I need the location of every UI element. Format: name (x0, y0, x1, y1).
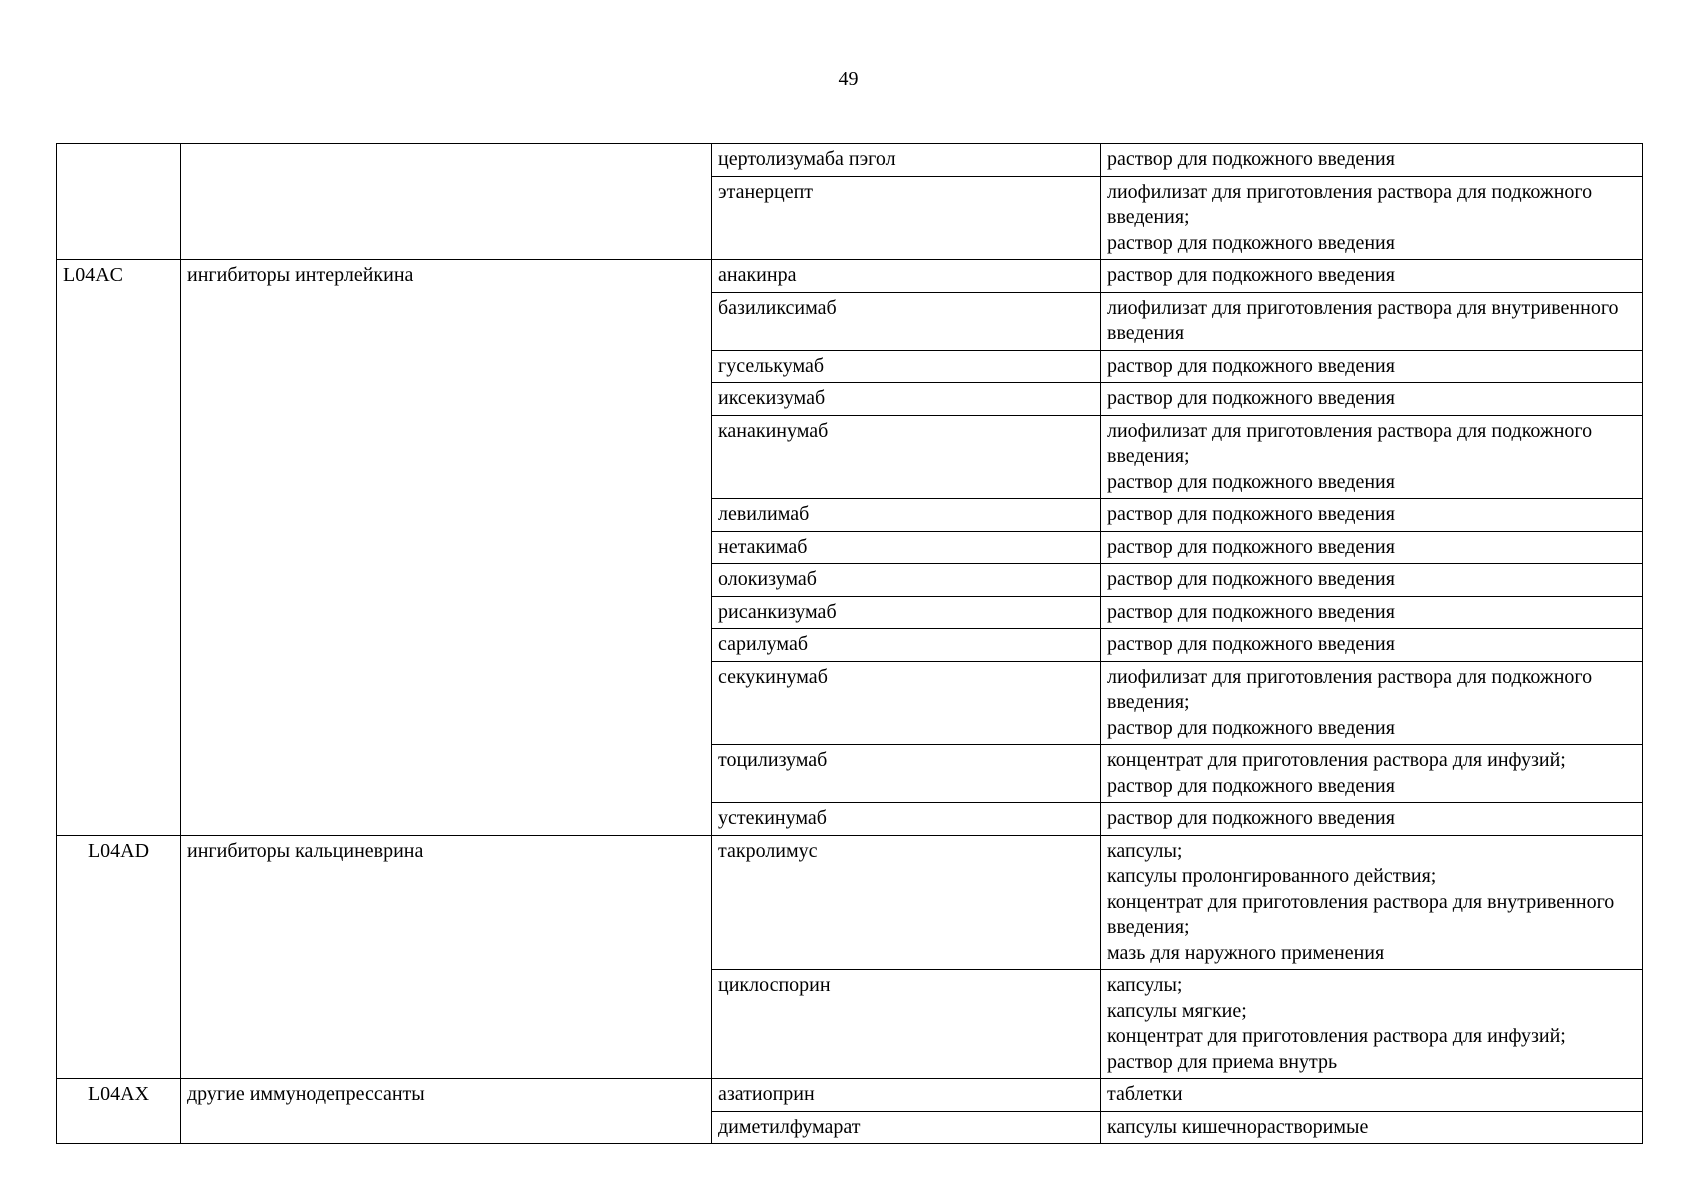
atc-code-cell: L04AD (57, 835, 181, 1079)
table-row (57, 1079, 1643, 1112)
dosage-form-line: раствор для подкожного введения (1107, 600, 1395, 623)
group-name-cell: ингибиторы кальциневрина (181, 835, 712, 1079)
drug-name-cell: левилимаб (712, 499, 1101, 532)
dosage-form-line: капсулы; (1107, 974, 1183, 996)
dosage-form-cell (1101, 596, 1643, 629)
drug-name-cell: циклоспорин (712, 970, 1101, 1079)
dosage-form-cell (1101, 176, 1643, 260)
dosage-form-line: капсулы пролонгированного действия; (1107, 865, 1437, 887)
dosage-form-line: лиофилизат для приготовления раствора для внутривенного введения (1107, 296, 1619, 344)
drug-name-cell: иксекизумаб (712, 383, 1101, 416)
dosage-form-cell (1101, 415, 1643, 499)
atc-code-cell (57, 144, 181, 260)
group-name-cell (181, 144, 712, 260)
dosage-form-cell (1101, 835, 1643, 970)
dosage-form-line: раствор для подкожного введения (1107, 535, 1395, 558)
table-row (57, 144, 1643, 177)
drug-name-cell: секукинумаб (712, 661, 1101, 745)
drug-table (56, 143, 1643, 1144)
dosage-form-cell (1101, 1111, 1643, 1144)
dosage-form-cell (1101, 260, 1643, 293)
dosage-form-cell (1101, 499, 1643, 532)
table-body (57, 144, 1643, 1144)
dosage-form-line: мазь для наружного применения (1107, 941, 1385, 964)
drug-name-cell: диметилфумарат (712, 1111, 1101, 1144)
table-row (57, 835, 1643, 970)
drug-name-cell: олокизумаб (712, 564, 1101, 597)
drug-name-cell: канакинумаб (712, 415, 1101, 499)
dosage-form-line: раствор для подкожного введения (1107, 633, 1395, 655)
dosage-form-line: лиофилизат для приготовления раствора для подкожного введения; (1107, 665, 1593, 713)
dosage-form-line: лиофилизат для приготовления раствора для подкожного введения; (1107, 419, 1593, 467)
drug-name-cell: этанерцепт (712, 176, 1101, 260)
group-name-cell: другие иммунодепрессанты (181, 1079, 712, 1144)
dosage-form-line: раствор для подкожного введения (1107, 716, 1395, 739)
dosage-form-cell (1101, 292, 1643, 350)
dosage-form-cell (1101, 661, 1643, 745)
dosage-form-cell (1101, 745, 1643, 803)
drug-name-cell: базиликсимаб (712, 292, 1101, 350)
dosage-form-line: раствор для подкожного введения (1107, 807, 1395, 829)
dosage-form-cell (1101, 531, 1643, 564)
drug-name-cell: сарилумаб (712, 629, 1101, 662)
table-row (57, 260, 1643, 293)
atc-code-cell: L04AC (57, 260, 181, 836)
dosage-form-line: раствор для подкожного введения (1107, 470, 1395, 493)
drug-name-cell: нетакимаб (712, 531, 1101, 564)
atc-code-cell: L04AX (57, 1079, 181, 1144)
dosage-form-cell (1101, 144, 1643, 177)
dosage-form-line: капсулы кишечнорастворимые (1107, 1115, 1369, 1138)
dosage-form-cell (1101, 564, 1643, 597)
drug-name-cell: анакинра (712, 260, 1101, 293)
drug-name-cell: рисанкизумаб (712, 596, 1101, 629)
dosage-form-line: капсулы мягкие; (1107, 999, 1247, 1022)
dosage-form-cell (1101, 970, 1643, 1079)
drug-name-cell: устекинумаб (712, 803, 1101, 836)
dosage-form-cell (1101, 629, 1643, 662)
dosage-form-line: капсулы; (1107, 839, 1183, 862)
dosage-form-line: раствор для подкожного введения (1107, 387, 1395, 409)
drug-name-cell: тоцилизумаб (712, 745, 1101, 803)
drug-name-cell: такролимус (712, 835, 1101, 970)
dosage-form-line: раствор для подкожного введения (1107, 503, 1395, 525)
dosage-form-cell (1101, 350, 1643, 383)
dosage-form-line: раствор для подкожного введения (1107, 148, 1395, 170)
dosage-form-line: раствор для подкожного введения (1107, 354, 1395, 377)
dosage-form-line: раствор для подкожного введения (1107, 774, 1395, 797)
dosage-form-line: раствор для подкожного введения (1107, 568, 1395, 590)
dosage-form-line: таблетки (1107, 1083, 1183, 1105)
page-number: 49 (838, 68, 859, 90)
dosage-form-line: раствор для подкожного введения (1107, 231, 1395, 254)
drug-name-cell: азатиоприн (712, 1079, 1101, 1112)
group-name-cell: ингибиторы интерлейкина (181, 260, 712, 836)
dosage-form-line: концентрат для приготовления раствора для инфузий; (1107, 1025, 1566, 1047)
dosage-form-cell (1101, 1079, 1643, 1112)
dosage-form-cell (1101, 383, 1643, 416)
drug-name-cell: гуселькумаб (712, 350, 1101, 383)
dosage-form-cell (1101, 803, 1643, 836)
drug-name-cell: цертолизумаба пэгол (712, 144, 1101, 177)
dosage-form-line: концентрат для приготовления раствора для инфузий; (1107, 749, 1566, 771)
dosage-form-line: раствор для подкожного введения (1107, 264, 1395, 286)
dosage-form-line: раствор для приема внутрь (1107, 1050, 1338, 1073)
dosage-form-line: концентрат для приготовления раствора для внутривенного введения; (1107, 890, 1615, 938)
dosage-form-line: лиофилизат для приготовления раствора для подкожного введения; (1107, 180, 1593, 228)
